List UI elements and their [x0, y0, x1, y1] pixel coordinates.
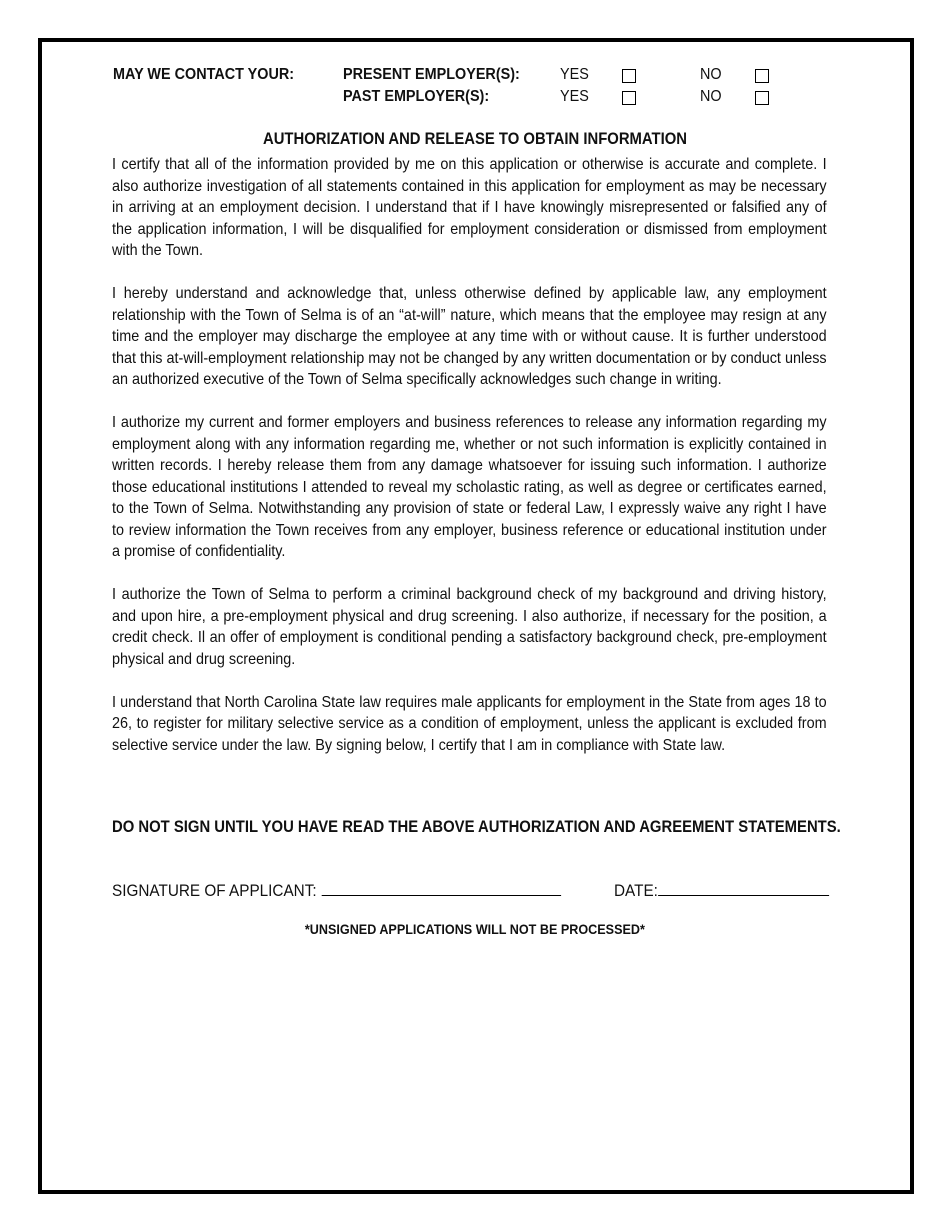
contact-label: MAY WE CONTACT YOUR: — [113, 66, 295, 83]
section-heading: AUTHORIZATION AND RELEASE TO OBTAIN INFORMATION — [262, 130, 688, 148]
present-employer-row — [343, 66, 843, 88]
date-line[interactable] — [658, 879, 829, 896]
footnote-text: *UNSIGNED APPLICATIONS WILL NOT BE PROCESSED* — [304, 921, 646, 937]
present-no-label: NO — [700, 66, 722, 83]
past-no-label: NO — [700, 88, 722, 105]
past-employer-row — [343, 88, 843, 110]
present-yes-label: YES — [560, 66, 589, 83]
paragraph-at-will: I hereby understand and acknowledge that, unless otherwise defined by applicable law, any employment relationship with the Town of Selma is of an “at-will” nature, which means that the employee may resign at any time and the employer may discharge the employee at any time with or without cause. It is further understood that this at-will-employment relationship may not be changed by any written documentation or by conduct unless an authorized executive of the Town of Selma specifically acknowledges such change in writing. — [112, 285, 827, 388]
past-employer-label: PAST EMPLOYER(S): — [343, 88, 490, 105]
paragraph-certification: I certify that all of the information provided by me on this application or otherwise is accurate and complete. I also authorize investigation of all statements contained in this application for employment as may be necessary in arriving at an employment decision. I understand that if I have knowingly misrepresented or falsified any of the application information, I will be disqualified for employment consideration or dismissed from employment with the Town. — [112, 156, 827, 259]
past-yes-checkbox[interactable] — [622, 91, 636, 105]
unsigned-footnote — [0, 921, 950, 937]
signature-line[interactable] — [322, 879, 561, 896]
date-field — [614, 879, 829, 901]
past-no-checkbox[interactable] — [755, 91, 769, 105]
paragraph-references: I authorize my current and former employers and business references to release any information regarding my employment along with any information regarding me, whether or not such information is explicitly contained in written records. I hereby release them from any damage whatsoever for issuing such information. I authorize those educational institutions I attended to reveal my scholastic rating, as well as degree or certificates earned, to the Town of Selma. Notwithstanding any provision of state or federal Law, I expressly waive any right I have to review information the Town receives from any employer, business reference or educational institution under a promise of confidentiality. — [112, 414, 827, 560]
signature-label: SIGNATURE OF APPLICANT: — [112, 881, 317, 900]
present-no-checkbox[interactable] — [755, 69, 769, 83]
past-yes-label: YES — [560, 88, 589, 105]
sign-notice: DO NOT SIGN UNTIL YOU HAVE READ THE ABOVE AUTHORIZATION AND AGREEMENT STATEMENTS. — [112, 818, 841, 836]
paragraph-background-check: I authorize the Town of Selma to perform a criminal background check of my background and driving history, and upon hire, a pre-employment physical and drug screening. I also authorize, if necessary for the position, a credit check. Il an offer of employment is conditional pending a satisfactory background check, pre-employment physical and drug screening. — [112, 586, 827, 668]
paragraph-selective-service: I understand that North Carolina State law requires male applicants for employment in the State from ages 18 to 26, to register for military selective service as a condition of employment, unless the applicant is excluded from selective service under the law. By signing below, I certify that I am in compliance with State law. — [112, 693, 827, 754]
date-label: DATE: — [614, 881, 658, 900]
authorization-body — [112, 154, 906, 778]
present-employer-label: PRESENT EMPLOYER(S): — [343, 66, 520, 83]
signature-field — [112, 879, 561, 901]
present-yes-checkbox[interactable] — [622, 69, 636, 83]
